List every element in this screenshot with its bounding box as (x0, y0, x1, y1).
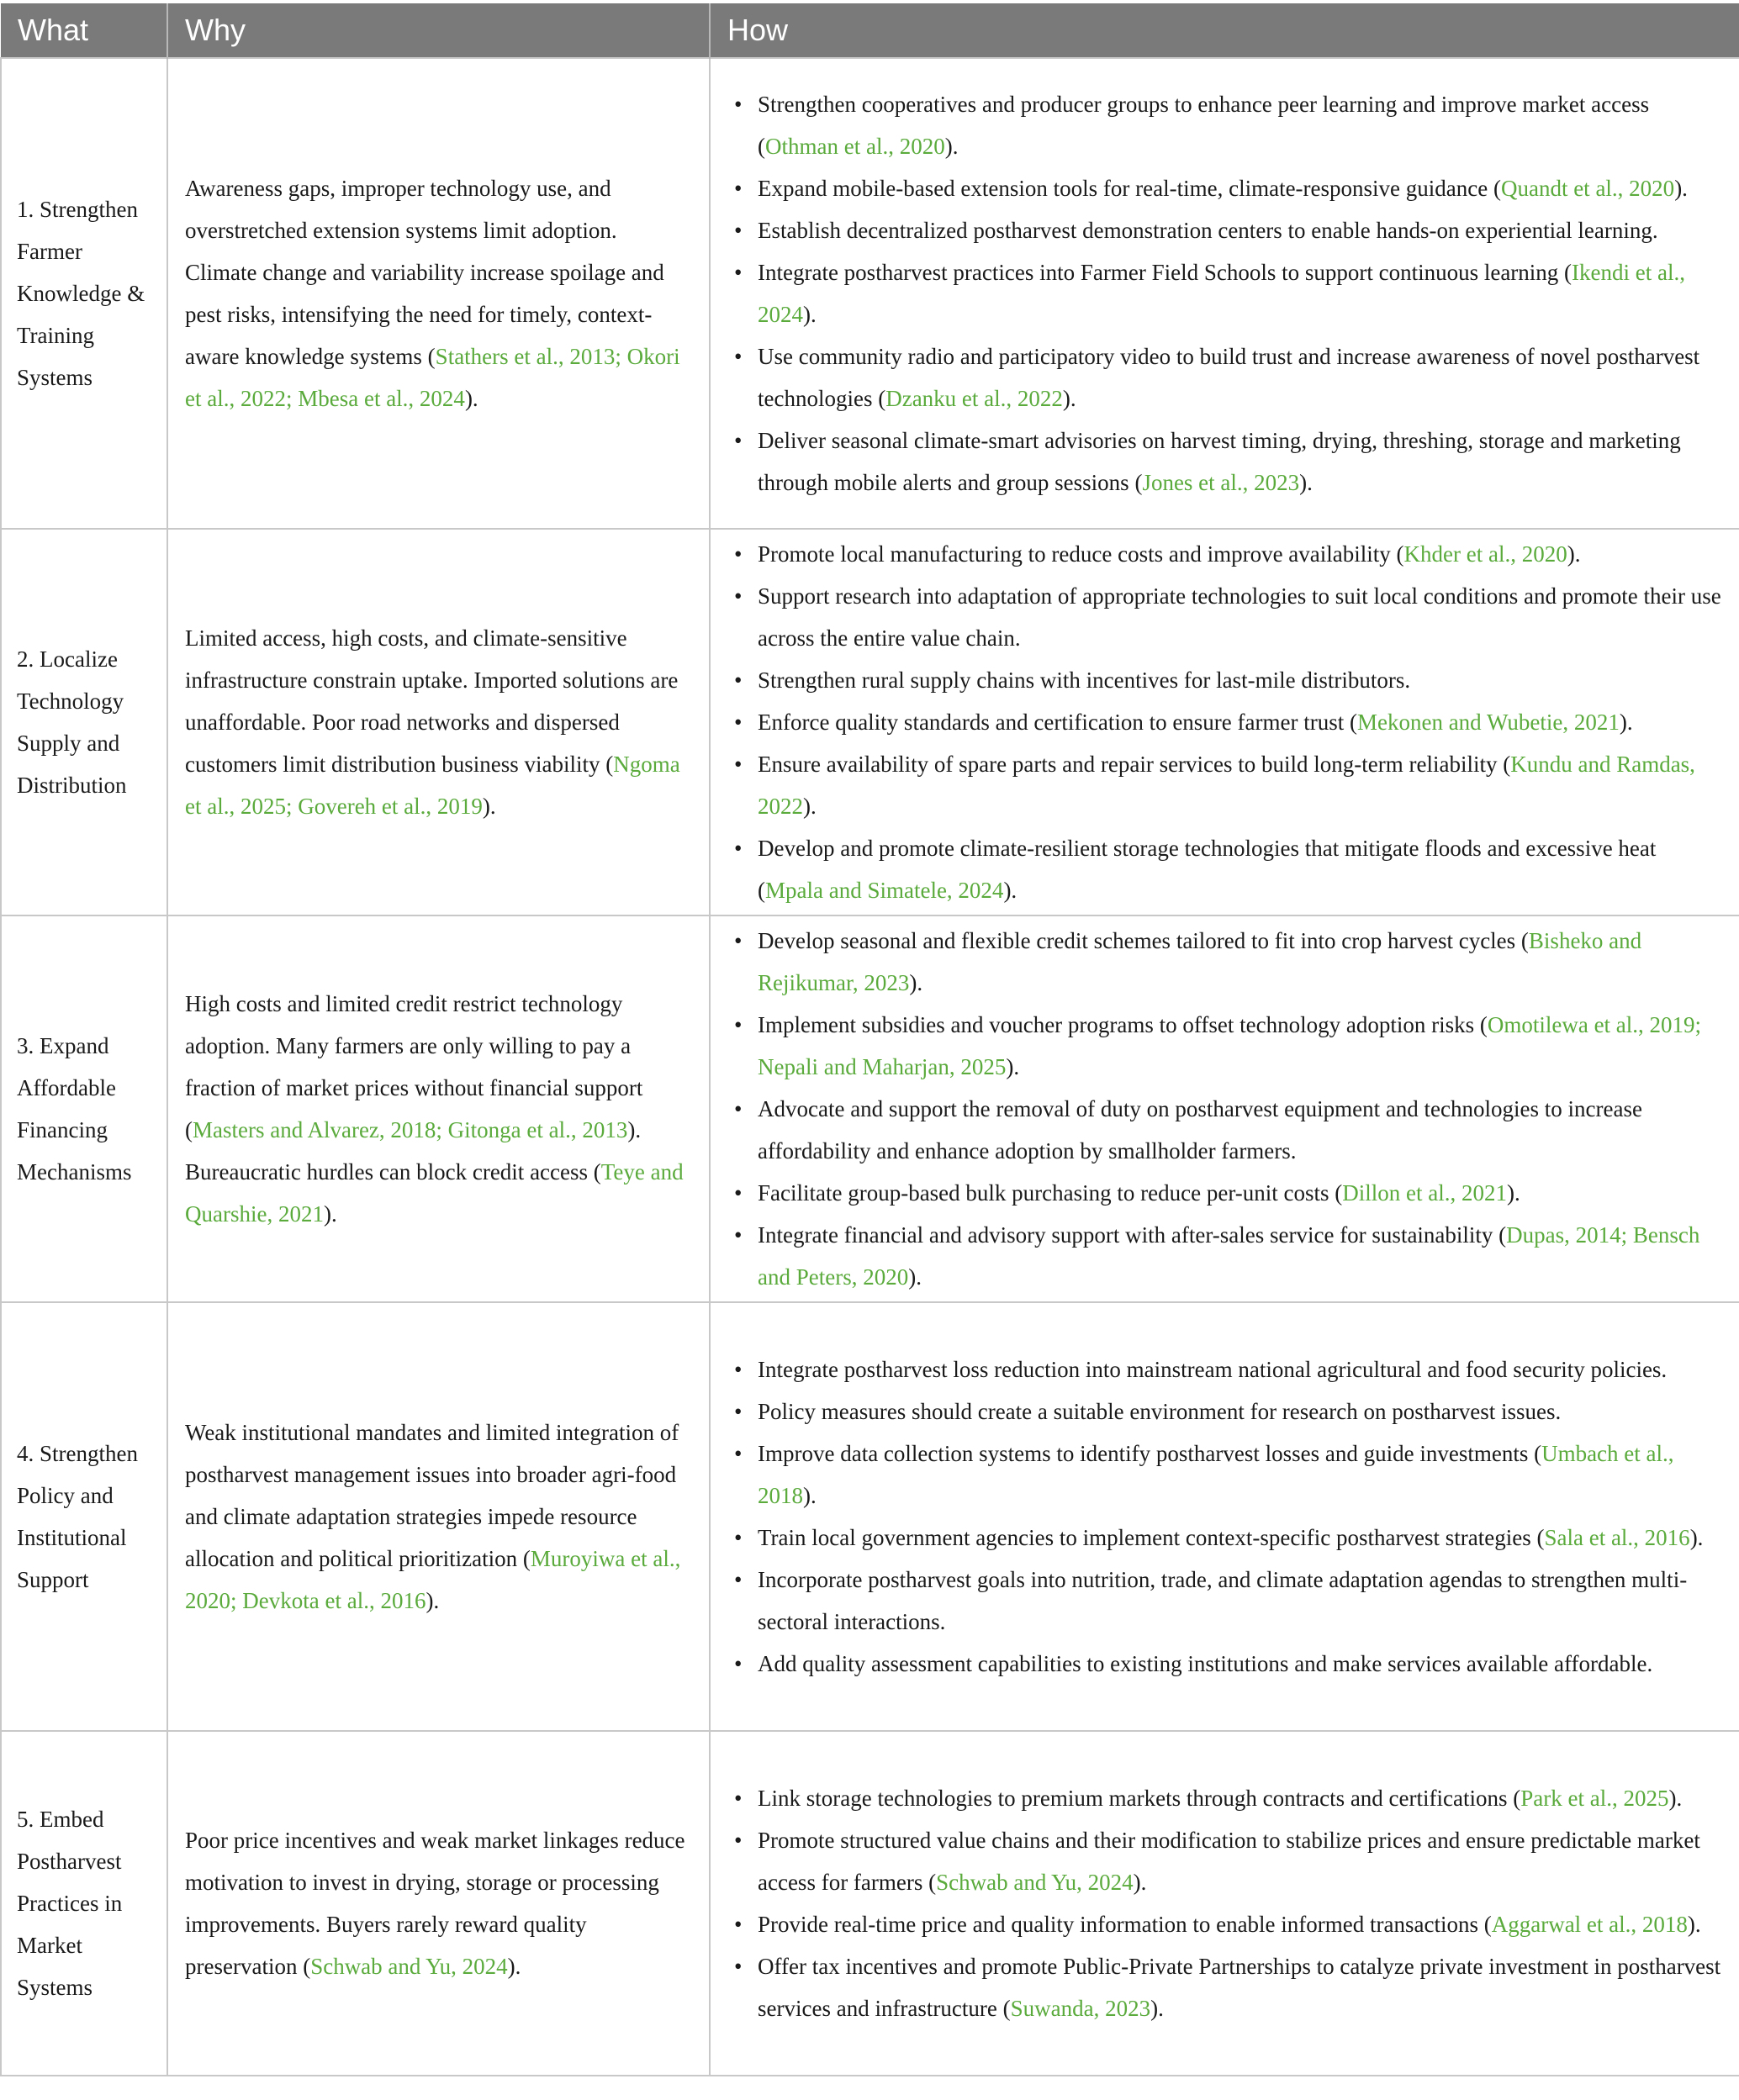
how-item (729, 1559, 1727, 1643)
how-text: Add quality assessment capabilities to existing institutions and make services available affordable. (758, 1651, 1653, 1676)
how-item (729, 575, 1727, 659)
citation-link[interactable]: Kundu and Ramdas, 2022 (758, 752, 1695, 819)
how-text-end: ). (1006, 1054, 1020, 1079)
how-item (729, 1088, 1727, 1172)
table-header-row (1, 3, 1739, 58)
citation-link[interactable]: Khder et al., 2020 (1403, 541, 1567, 567)
why-cell (167, 1302, 710, 1731)
why-text: Limited access, high costs, and climate-sensitive infrastructure constrain uptake. Imported solutions are unaffordable. Poor road networks and dispersed customers limit distribution business viability ( (185, 625, 679, 777)
why-cell (167, 58, 710, 529)
how-text: Support research into adaptation of appropriate technologies to suit local conditions and promote their use across the entire value chain. (758, 583, 1721, 651)
how-text: Develop and promote climate-resilient storage technologies that mitigate floods and excessive heat ( (758, 836, 1657, 903)
what-cell: 2. Localize Technology Supply and Distribution (1, 529, 167, 915)
citation-link[interactable]: Sala et al., 2016 (1544, 1525, 1690, 1550)
how-item (729, 1214, 1727, 1298)
why-text: High costs and limited credit restrict technology adoption. Many farmers are only willing to pay a fraction of market prices without financial support ( (185, 991, 643, 1142)
citation-link[interactable]: Mekonen and Wubetie, 2021 (1356, 710, 1620, 735)
how-text-end: ). (1689, 1525, 1704, 1550)
why-cell (167, 529, 710, 915)
citation-link[interactable]: Dupas, 2014; Bensch and Peters, 2020 (758, 1222, 1700, 1290)
how-text-end: ). (1299, 470, 1313, 495)
how-text-end: ). (1619, 710, 1633, 735)
citation-link[interactable]: Jones et al., 2023 (1142, 470, 1300, 495)
citation-link[interactable]: Schwab and Yu, 2024 (936, 1870, 1134, 1895)
how-text: Develop seasonal and flexible credit schemes tailored to fit into crop harvest cycles ( (758, 928, 1529, 953)
table-row (1, 1731, 1739, 2076)
citation-link[interactable]: Omotilewa et al., 2019; Nepali and Maharjan, 2025 (758, 1012, 1702, 1079)
how-text-end: ). (1062, 386, 1076, 411)
header-how: How (710, 3, 1739, 58)
how-text: Deliver seasonal climate-smart advisories on harvest timing, drying, threshing, storage and marketing through mobile alerts and group sessions ( (758, 428, 1681, 495)
how-item (729, 251, 1727, 335)
citation-link[interactable]: Ngoma et al., 2025; Govereh et al., 2019 (185, 752, 680, 819)
why-text-end: ). (482, 794, 496, 819)
how-item (729, 1819, 1727, 1903)
how-item (729, 659, 1727, 701)
why-cell (167, 915, 710, 1302)
how-text: Facilitate group-based bulk purchasing to reduce per-unit costs ( (758, 1180, 1343, 1206)
citation-link[interactable]: Park et al., 2025 (1520, 1786, 1669, 1811)
how-item (729, 419, 1727, 504)
how-text: Ensure availability of spare parts and repair services to build long-term reliability ( (758, 752, 1511, 777)
how-item (729, 1777, 1727, 1819)
why-text: Poor price incentives and weak market linkages reduce motivation to invest in drying, storage or processing improvements. Buyers rarely reward quality preservation ( (185, 1828, 685, 1979)
citation-link[interactable]: Aggarwal et al., 2018 (1491, 1912, 1688, 1937)
table-row (1, 529, 1739, 915)
why-text: Awareness gaps, improper technology use, and overstretched extension systems limit adoption. Climate change and variability increase spoilage and pest risks, intensifying the need for timely, context-aware knowledge systems ( (185, 176, 664, 369)
how-text: Strengthen cooperatives and producer groups to enhance peer learning and improve market access ( (758, 92, 1650, 159)
how-text: Link storage technologies to premium markets through contracts and certifications ( (758, 1786, 1521, 1811)
why-text-end: ). (323, 1201, 337, 1227)
how-item (729, 1643, 1727, 1685)
why-text-end: ). (464, 386, 478, 411)
how-text: Integrate postharvest loss reduction into mainstream national agricultural and food security policies. (758, 1357, 1668, 1382)
how-item (729, 1172, 1727, 1214)
how-item (729, 1433, 1727, 1517)
citation-link[interactable]: Muroyiwa et al., 2020; Devkota et al., 2016 (185, 1546, 681, 1613)
why-text: Weak institutional mandates and limited integration of postharvest management issues into broader agri-food and climate adaptation strategies impede resource allocation and political prioritization ( (185, 1420, 679, 1571)
how-text: Improve data collection systems to identify postharvest losses and guide investments ( (758, 1441, 1542, 1466)
how-text-end: ). (1150, 1996, 1164, 2021)
what-cell: 5. Embed Postharvest Practices in Market Systems (1, 1731, 167, 2076)
what-cell: 1. Strengthen Farmer Knowledge & Training Systems (1, 58, 167, 529)
citation-link[interactable]: Umbach et al., 2018 (758, 1441, 1674, 1508)
how-text-end: ). (1567, 541, 1581, 567)
how-item (729, 83, 1727, 167)
how-text-end: ). (803, 794, 817, 819)
how-text: Integrate postharvest practices into Farmer Field Schools to support continuous learning ( (758, 260, 1572, 285)
how-item (729, 1517, 1727, 1559)
how-item (729, 1390, 1727, 1433)
how-text-end: ). (1687, 1912, 1701, 1937)
how-text: Expand mobile-based extension tools for real-time, climate-responsive guidance ( (758, 176, 1501, 201)
how-item (729, 1004, 1727, 1088)
how-cell (710, 58, 1739, 529)
citation-link[interactable]: Schwab and Yu, 2024 (310, 1954, 508, 1979)
how-list (729, 533, 1727, 911)
how-text: Implement subsidies and voucher programs to offset technology adoption risks ( (758, 1012, 1488, 1037)
how-item (729, 533, 1727, 575)
how-text: Offer tax incentives and promote Public-Private Partnerships to catalyze private investment in postharvest services and infrastructure ( (758, 1954, 1721, 2021)
how-text: Promote structured value chains and their modification to stabilize prices and ensure predictable market access for farmers ( (758, 1828, 1700, 1895)
how-item (729, 701, 1727, 743)
how-item (729, 827, 1727, 911)
header-what: What (1, 3, 167, 58)
how-text-end: ). (803, 302, 817, 327)
how-list (729, 1348, 1727, 1685)
how-text: Advocate and support the removal of duty on postharvest equipment and technologies to increase affordability and enhance adoption by smallholder farmers. (758, 1096, 1642, 1163)
citation-link[interactable]: Teye and Quarshie, 2021 (185, 1159, 684, 1227)
citation-link[interactable]: Dillon et al., 2021 (1342, 1180, 1507, 1206)
how-text-end: ). (803, 1483, 817, 1508)
strategy-table (0, 3, 1739, 2076)
how-item (729, 167, 1727, 209)
how-item (729, 743, 1727, 827)
what-cell: 3. Expand Affordable Financing Mechanisms (1, 915, 167, 1302)
table-row (1, 1302, 1739, 1731)
why-text-mid: ). Bureaucratic hurdles can block credit access ( (185, 1117, 642, 1185)
how-list (729, 83, 1727, 504)
how-text: Provide real-time price and quality information to enable informed transactions ( (758, 1912, 1492, 1937)
how-text: Establish decentralized postharvest demonstration centers to enable hands-on experiential learning. (758, 218, 1658, 243)
how-text: Policy measures should create a suitable environment for research on postharvest issues. (758, 1399, 1562, 1424)
why-text-end: ). (507, 1954, 521, 1979)
how-item (729, 920, 1727, 1004)
citation-link[interactable]: Masters and Alvarez, 2018; Gitonga et al., 2013 (193, 1117, 628, 1142)
citation-link[interactable]: Quandt et al., 2020 (1500, 176, 1675, 201)
citation-link[interactable]: Bisheko and Rejikumar, 2023 (758, 928, 1642, 995)
how-text: Promote local manufacturing to reduce costs and improve availability ( (758, 541, 1404, 567)
how-list (729, 920, 1727, 1298)
citation-link[interactable]: Stathers et al., 2013; Okori et al., 2022; Mbesa et al., 2024 (185, 344, 680, 411)
how-cell (710, 529, 1739, 915)
how-text-end: ). (1668, 1786, 1683, 1811)
how-item (729, 1348, 1727, 1390)
how-item (729, 209, 1727, 251)
how-text: Incorporate postharvest goals into nutrition, trade, and climate adaptation agendas to strengthen multi-sectoral interactions. (758, 1567, 1688, 1634)
table-row (1, 58, 1739, 529)
why-text-end: ). (426, 1588, 440, 1613)
how-text: Use community radio and participatory video to build trust and increase awareness of novel postharvest technologies ( (758, 344, 1700, 411)
how-item (729, 1903, 1727, 1945)
how-text-end: ). (1674, 176, 1688, 201)
how-text-end: ). (908, 1264, 922, 1290)
how-cell (710, 1302, 1739, 1731)
how-text-end: ). (1506, 1180, 1520, 1206)
citation-link[interactable]: Mpala and Simatele, 2024 (765, 878, 1004, 903)
how-text: Strengthen rural supply chains with incentives for last-mile distributors. (758, 667, 1411, 693)
how-text: Integrate financial and advisory support with after-sales service for sustainability ( (758, 1222, 1507, 1248)
how-cell (710, 1731, 1739, 2076)
citation-link[interactable]: Suwanda, 2023 (1010, 1996, 1151, 2021)
citation-link[interactable]: Ikendi et al., 2024 (758, 260, 1685, 327)
header-why: Why (167, 3, 710, 58)
how-item (729, 335, 1727, 419)
how-text-end: ). (1133, 1870, 1147, 1895)
how-text: Train local government agencies to implement context-specific postharvest strategies ( (758, 1525, 1545, 1550)
citation-link[interactable]: Othman et al., 2020 (765, 134, 945, 159)
how-text-end: ). (909, 970, 923, 995)
how-item (729, 1945, 1727, 2029)
how-list (729, 1777, 1727, 2029)
citation-link[interactable]: Dzanku et al., 2022 (885, 386, 1063, 411)
why-cell (167, 1731, 710, 2076)
table-row (1, 915, 1739, 1302)
what-cell: 4. Strengthen Policy and Institutional Support (1, 1302, 167, 1731)
how-text-end: ). (1003, 878, 1018, 903)
how-text: Enforce quality standards and certification to ensure farmer trust ( (758, 710, 1357, 735)
how-cell (710, 915, 1739, 1302)
how-text-end: ). (944, 134, 959, 159)
